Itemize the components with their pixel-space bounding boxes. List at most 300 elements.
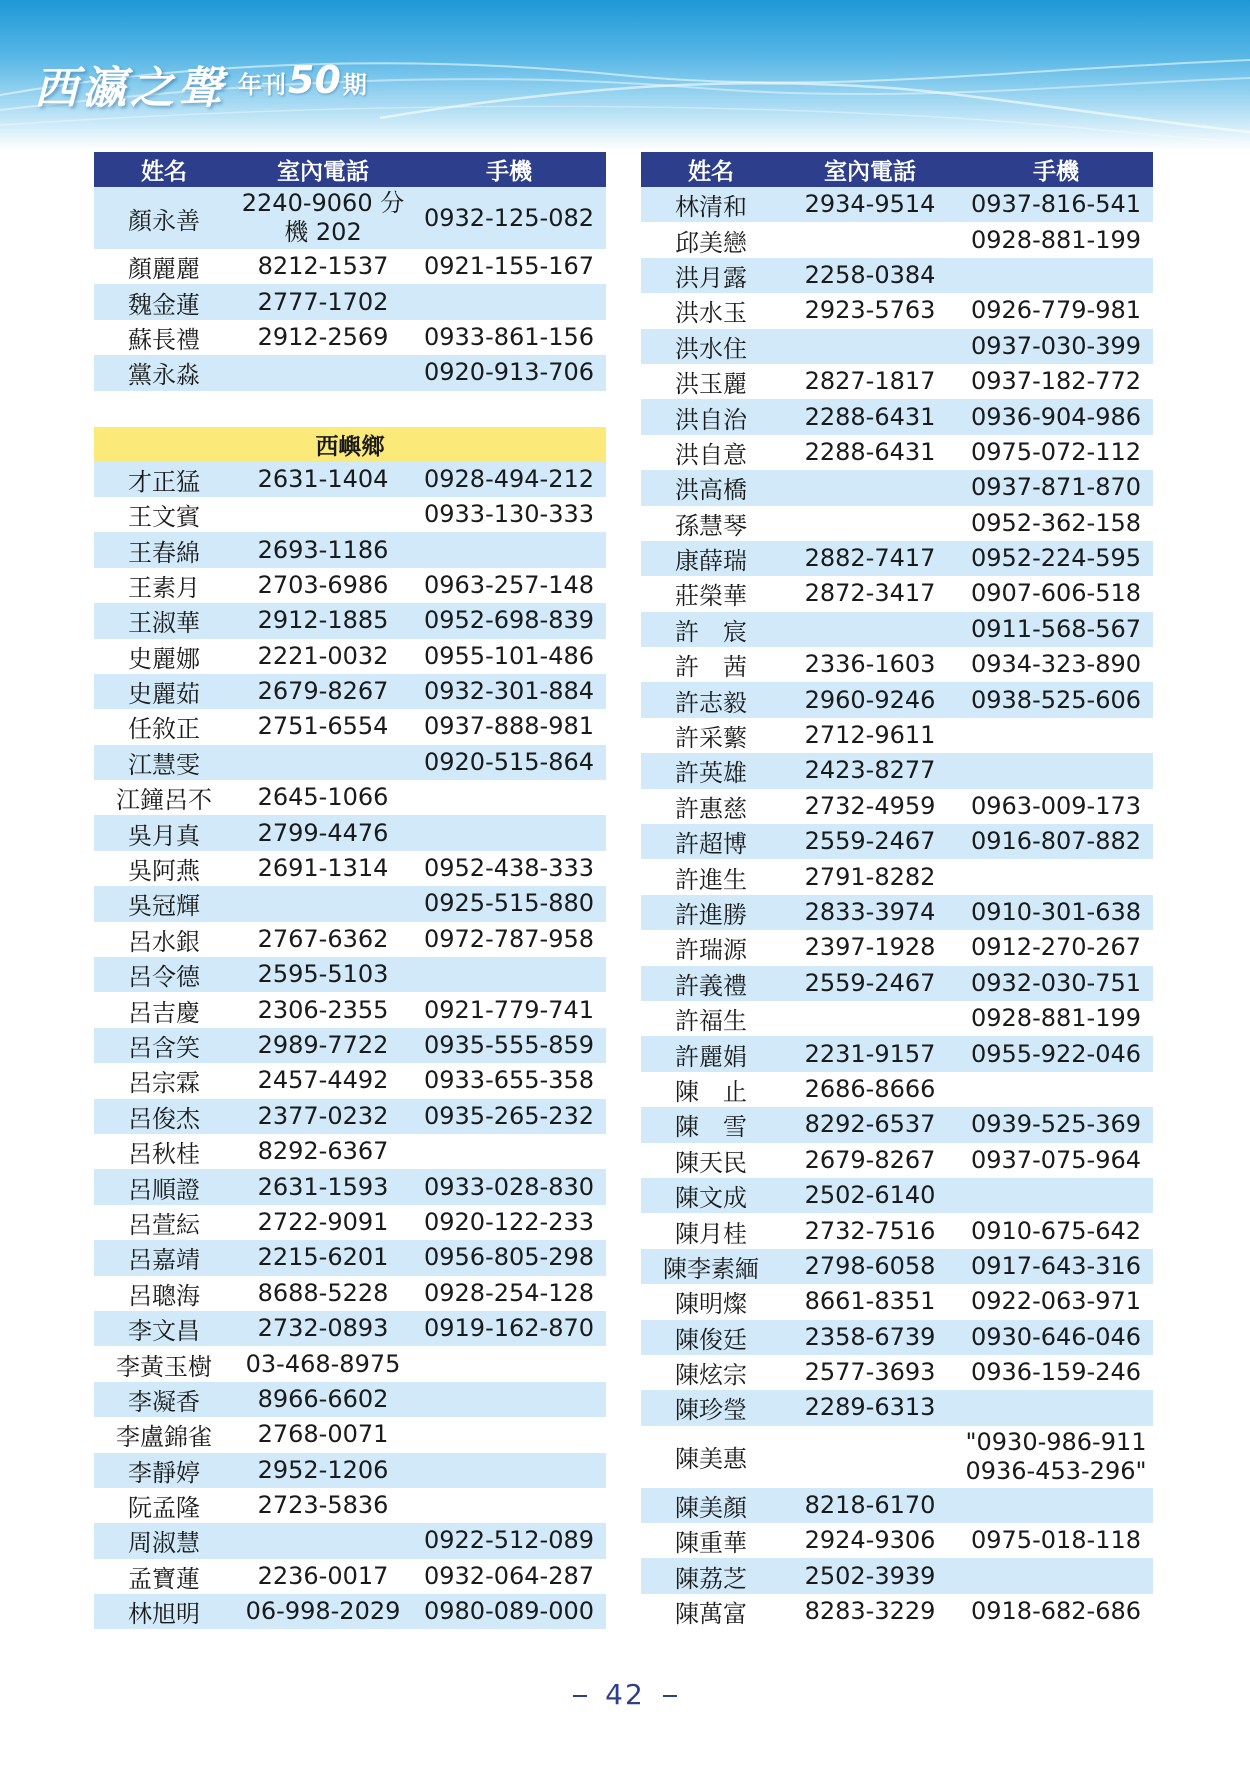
mobile-cell: 0922-512-089 <box>423 1526 594 1555</box>
mobile-cell: 0938-525-606 <box>970 685 1141 714</box>
table-row <box>94 1488 606 1523</box>
mobile-cell: 0920-515-864 <box>423 747 594 776</box>
table-row <box>94 922 606 957</box>
home-phone-cell: 2798-6058 <box>804 1251 936 1280</box>
table-row <box>641 506 1153 541</box>
table-row <box>94 1417 606 1452</box>
name-cell: 陳明燦 <box>675 1290 747 1319</box>
home-phone-cell: 2833-3974 <box>804 898 936 926</box>
home-phone-cell: 2502-6140 <box>804 1181 936 1210</box>
table-row <box>641 1320 1153 1355</box>
mobile-cell: 0955-101-486 <box>423 641 594 670</box>
home-phone-cell: 2377-0232 <box>257 1101 389 1130</box>
mobile-cell: 0928-881-199 <box>970 1004 1141 1033</box>
name-cell: 許義禮 <box>675 971 747 1000</box>
mobile-cell: 0963-257-148 <box>423 570 594 599</box>
mobile-cell: 0920-122-233 <box>423 1207 594 1236</box>
table-row <box>641 1072 1153 1107</box>
name-cell: 阮孟隆 <box>128 1494 200 1523</box>
name-cell: 顏麗麗 <box>128 255 200 284</box>
table-row <box>641 1213 1153 1248</box>
mobile-cell: 0937-816-541 <box>970 190 1141 219</box>
home-phone-cell: 2952-1206 <box>257 1455 389 1484</box>
home-phone-cell: 2827-1817 <box>804 367 936 396</box>
table-row <box>641 930 1153 965</box>
home-phone-cell: 2791-8282 <box>804 862 936 891</box>
table-row <box>641 576 1153 611</box>
mobile-cell: 0952-438-333 <box>423 854 594 883</box>
table-row <box>94 1346 606 1381</box>
mobile-cell: 0907-606-518 <box>970 579 1141 608</box>
home-phone-cell: 2221-0032 <box>257 641 389 670</box>
header-mobile: 手機 <box>1033 159 1079 185</box>
mobile-cell: 0910-301-638 <box>970 898 1141 926</box>
home-phone-cell: 2732-4959 <box>804 791 936 820</box>
header-mobile: 手機 <box>486 159 532 185</box>
mobile-cell: 0972-787-958 <box>423 924 594 953</box>
mobile-cell: 0928-494-212 <box>423 464 594 493</box>
name-cell: 洪水玉 <box>675 299 747 328</box>
home-phone-cell: 2288-6431 <box>804 437 936 466</box>
mobile-cell: 0921-779-741 <box>423 995 594 1024</box>
mobile-cell: 0937-871-870 <box>970 473 1141 502</box>
name-cell: 許進勝 <box>675 901 747 929</box>
mobile-cell: 0933-130-333 <box>423 500 594 529</box>
name-cell: 莊榮華 <box>675 582 747 611</box>
home-phone-cell: 2240-9060 分 機 202 <box>241 189 405 246</box>
home-phone-cell: 2258-0384 <box>804 260 936 289</box>
table-row <box>94 639 606 674</box>
home-phone-cell: 2923-5763 <box>804 296 936 325</box>
home-phone-cell: 8212-1537 <box>257 252 389 281</box>
mobile-cell: 0918-682-686 <box>970 1597 1141 1626</box>
table-row <box>641 1390 1153 1425</box>
name-cell: 洪水住 <box>675 334 747 363</box>
name-cell: 吳冠輝 <box>128 892 200 921</box>
mobile-cell: 0930-646-046 <box>970 1322 1141 1351</box>
name-cell: 李盧錦雀 <box>116 1423 212 1452</box>
home-phone-cell: 2882-7417 <box>804 544 936 573</box>
name-cell: 洪自治 <box>675 405 747 434</box>
table-row <box>641 293 1153 328</box>
home-phone-cell: 8688-5228 <box>257 1278 389 1307</box>
name-cell: 許瑞源 <box>675 936 747 965</box>
name-cell: 李靜婷 <box>128 1458 200 1487</box>
name-cell: 許福生 <box>675 1007 747 1036</box>
table-row <box>641 1178 1153 1213</box>
home-phone-cell: 2679-8267 <box>804 1145 936 1174</box>
home-phone-cell: 2289-6313 <box>804 1393 936 1422</box>
name-cell: 魏金蓮 <box>128 290 200 319</box>
table-row <box>94 1169 606 1204</box>
home-phone-cell: 2236-0017 <box>257 1561 389 1590</box>
name-cell: 洪月露 <box>675 263 747 292</box>
name-cell: 陳李素緬 <box>663 1254 759 1283</box>
name-cell: 王文賓 <box>128 503 200 532</box>
table-row <box>94 1523 606 1558</box>
mobile-cell: 0956-805-298 <box>423 1243 594 1272</box>
home-phone-cell: 8218-6170 <box>804 1490 936 1519</box>
home-phone-cell: 2777-1702 <box>257 287 389 316</box>
home-phone-cell: 2358-6739 <box>804 1322 936 1351</box>
home-phone-cell: 2768-0071 <box>257 1420 389 1449</box>
name-cell: 史麗茹 <box>128 680 200 709</box>
left-section-rows <box>94 462 606 1630</box>
home-phone-cell: 2336-1603 <box>804 650 936 679</box>
name-cell: 吳月真 <box>128 821 200 850</box>
table-row <box>641 859 1153 894</box>
name-cell: 康薛瑞 <box>675 547 747 576</box>
mobile-cell: 0975-072-112 <box>970 437 1141 466</box>
table-row <box>641 541 1153 576</box>
table-row <box>641 1594 1153 1629</box>
home-phone-cell: 2645-1066 <box>257 783 389 812</box>
home-phone-cell: 2423-8277 <box>804 756 936 785</box>
mobile-cell: 0937-182-772 <box>970 367 1141 396</box>
name-cell: 陳美顏 <box>675 1493 747 1522</box>
name-cell: 李文昌 <box>128 1317 200 1346</box>
mobile-cell: 0937-030-399 <box>970 331 1141 360</box>
name-cell: 孫慧琴 <box>675 511 747 540</box>
mobile-cell: 0921-155-167 <box>423 252 594 281</box>
home-phone-cell: 2457-4492 <box>257 1066 389 1095</box>
table-header <box>94 152 606 187</box>
name-cell: 呂令德 <box>128 963 200 992</box>
name-cell: 呂萱紜 <box>128 1210 200 1239</box>
mobile-cell: 0933-655-358 <box>423 1066 594 1095</box>
home-phone-cell: 2960-9246 <box>804 685 936 714</box>
home-phone-cell: 2288-6431 <box>804 402 936 431</box>
name-cell: 呂水銀 <box>128 927 200 956</box>
mobile-cell: 0952-362-158 <box>970 508 1141 537</box>
header-home-phone: 室內電話 <box>277 159 369 185</box>
right-directory-table <box>641 152 1153 1629</box>
dash-left <box>573 1695 587 1697</box>
home-phone-cell: 2732-0893 <box>257 1314 389 1343</box>
name-cell: 呂聰海 <box>128 1281 200 1310</box>
mobile-cell: 0980-089-000 <box>423 1597 594 1626</box>
left-top-rows <box>94 187 606 391</box>
home-phone-cell: 2559-2467 <box>804 827 936 856</box>
mobile-cell: 0919-162-870 <box>423 1314 594 1343</box>
name-cell: 呂順證 <box>128 1175 200 1204</box>
mobile-cell: 0928-881-199 <box>970 225 1141 254</box>
table-row <box>641 470 1153 505</box>
table-row <box>641 1558 1153 1593</box>
name-cell: 江鐘呂不 <box>116 786 212 815</box>
mobile-cell: 0935-265-232 <box>423 1101 594 1130</box>
issue-number: 50 <box>288 58 341 102</box>
name-cell: 許 宸 <box>675 617 747 646</box>
name-cell: 孟寶蓮 <box>128 1564 200 1593</box>
name-cell: 呂含笑 <box>128 1034 200 1062</box>
table-row <box>641 329 1153 364</box>
name-cell: 陳炫宗 <box>675 1361 747 1390</box>
home-phone-cell: 2502-3939 <box>804 1561 936 1590</box>
table-row <box>94 603 606 638</box>
home-phone-cell: 2751-6554 <box>257 712 389 741</box>
home-phone-cell: 2686-8666 <box>804 1074 936 1103</box>
right-rows <box>641 187 1153 1629</box>
table-row <box>641 682 1153 717</box>
home-phone-cell: 2872-3417 <box>804 579 936 608</box>
table-row <box>641 1001 1153 1036</box>
name-cell: 才正猛 <box>128 467 200 496</box>
table-row <box>641 718 1153 753</box>
table-row <box>641 612 1153 647</box>
table-row <box>641 258 1153 293</box>
home-phone-cell: 2215-6201 <box>257 1243 389 1272</box>
table-row <box>94 249 606 284</box>
name-cell: 江慧雯 <box>128 750 200 779</box>
mobile-cell: 0935-555-859 <box>423 1031 594 1059</box>
table-row <box>641 824 1153 859</box>
name-cell: 陳珍瑩 <box>675 1396 747 1425</box>
home-phone-cell: 2924-9306 <box>804 1526 936 1555</box>
name-cell: 洪高橋 <box>675 476 747 505</box>
name-cell: 呂宗霖 <box>128 1069 200 1098</box>
table-row <box>94 674 606 709</box>
mobile-cell: 0963-009-173 <box>970 791 1141 820</box>
table-row <box>94 780 606 815</box>
table-row <box>94 320 606 355</box>
home-phone-cell: 06-998-2029 <box>245 1597 401 1626</box>
name-cell: 洪玉麗 <box>675 370 747 399</box>
mobile-cell: 0912-270-267 <box>970 933 1141 962</box>
name-cell: 陳萬富 <box>675 1600 747 1629</box>
table-row <box>94 1382 606 1417</box>
name-cell: 呂嘉靖 <box>128 1246 200 1275</box>
name-cell: 吳阿燕 <box>128 857 200 886</box>
mobile-cell: 0932-064-287 <box>423 1561 594 1590</box>
mobile-cell: 0934-323-890 <box>970 650 1141 679</box>
home-phone-cell: 2693-1186 <box>257 535 389 564</box>
name-cell: 蘇長禮 <box>128 325 200 354</box>
table-row <box>94 532 606 567</box>
home-phone-cell: 2912-1885 <box>257 606 389 635</box>
name-cell: 周淑慧 <box>128 1529 200 1558</box>
page-number <box>0 1678 1250 1711</box>
mobile-cell: 0926-779-981 <box>970 296 1141 325</box>
table-row <box>94 957 606 992</box>
home-phone-cell: 8292-6537 <box>804 1110 936 1139</box>
table-row <box>641 1488 1153 1523</box>
section-title: 西嶼鄉 <box>94 427 606 462</box>
table-row <box>94 1099 606 1134</box>
mobile-cell: 0952-698-839 <box>423 606 594 635</box>
name-cell: 陳月桂 <box>675 1219 747 1248</box>
name-cell: 林旭明 <box>128 1600 200 1629</box>
home-phone-cell: 2631-1593 <box>257 1172 389 1201</box>
table-row <box>94 1028 606 1063</box>
name-cell: 呂吉慶 <box>128 998 200 1027</box>
magazine-title: 西瀛之聲 <box>34 63 226 114</box>
mobile-cell: 0928-254-128 <box>423 1278 594 1307</box>
home-phone-cell: 2722-9091 <box>257 1207 389 1236</box>
header-home-phone: 室內電話 <box>824 159 916 185</box>
home-phone-cell: 2577-3693 <box>804 1358 936 1387</box>
mobile-cell: 0936-904-986 <box>970 402 1141 431</box>
table-row <box>641 1107 1153 1142</box>
name-cell: 陳美惠 <box>675 1445 747 1474</box>
table-row <box>641 966 1153 1001</box>
mobile-cell: 0933-861-156 <box>423 322 594 351</box>
home-phone-cell: 2767-6362 <box>257 924 389 953</box>
name-cell: 許英雄 <box>675 759 747 788</box>
home-phone-cell: 2732-7516 <box>804 1216 936 1245</box>
mobile-cell: 0932-125-082 <box>423 203 594 232</box>
header-banner <box>0 0 1250 150</box>
home-phone-cell: 2397-1928 <box>804 933 936 962</box>
home-phone-cell: 2679-8267 <box>257 677 389 706</box>
name-cell: 林清和 <box>675 193 747 222</box>
table-row <box>641 789 1153 824</box>
mobile-cell: 0932-301-884 <box>423 677 594 706</box>
name-cell: 陳文成 <box>675 1184 747 1213</box>
table-row <box>641 1036 1153 1071</box>
table-row <box>94 1559 606 1594</box>
name-cell: 陳荔芝 <box>675 1564 747 1593</box>
header-name: 姓名 <box>141 159 187 185</box>
home-phone-cell: 8661-8351 <box>804 1287 936 1316</box>
mobile-cell: "0930-986-911 0936-453-296" <box>965 1427 1147 1485</box>
name-cell: 陳 止 <box>675 1077 747 1106</box>
left-directory-table <box>94 152 606 1629</box>
table-row <box>641 1284 1153 1319</box>
mobile-cell: 0922-063-971 <box>970 1287 1141 1316</box>
table-row <box>641 895 1153 930</box>
table-row <box>94 1063 606 1098</box>
home-phone-cell: 2306-2355 <box>257 995 389 1024</box>
issue-suffix: 期 <box>342 71 367 99</box>
home-phone-cell: 2691-1314 <box>257 854 389 883</box>
table-row <box>94 1205 606 1240</box>
name-cell: 許志毅 <box>675 688 747 717</box>
table-row <box>94 568 606 603</box>
mobile-cell: 0917-643-316 <box>970 1251 1141 1280</box>
mobile-cell: 0911-568-567 <box>970 614 1141 643</box>
name-cell: 任敘正 <box>128 715 200 744</box>
home-phone-cell: 2912-2569 <box>257 322 389 351</box>
table-row <box>94 284 606 319</box>
mobile-cell: 0952-224-595 <box>970 544 1141 573</box>
mobile-cell: 0910-675-642 <box>970 1216 1141 1245</box>
table-row <box>94 1594 606 1629</box>
name-cell: 洪自意 <box>675 440 747 469</box>
name-cell: 邱美戀 <box>675 228 747 257</box>
name-cell: 陳重華 <box>675 1529 747 1558</box>
table-row <box>94 815 606 850</box>
table-row <box>641 1143 1153 1178</box>
mobile-cell: 0916-807-882 <box>970 827 1141 856</box>
name-cell: 呂俊杰 <box>128 1104 200 1133</box>
dash-right <box>663 1695 677 1697</box>
mobile-cell: 0937-075-964 <box>970 1145 1141 1174</box>
table-row <box>94 497 606 532</box>
home-phone-cell: 2559-2467 <box>804 968 936 997</box>
table-row <box>641 1249 1153 1284</box>
table-row <box>641 399 1153 434</box>
home-phone-cell: 03-468-8975 <box>245 1349 401 1378</box>
table-row <box>94 1276 606 1311</box>
table-row <box>94 1453 606 1488</box>
mobile-cell: 0932-030-751 <box>970 968 1141 997</box>
home-phone-cell: 8283-3229 <box>804 1597 936 1626</box>
header-name: 姓名 <box>688 159 734 185</box>
name-cell: 許 茜 <box>675 653 747 682</box>
name-cell: 陳 雪 <box>675 1113 747 1142</box>
name-cell: 許麗娟 <box>675 1042 747 1071</box>
table-row <box>94 709 606 744</box>
name-cell: 許超博 <box>675 830 747 859</box>
name-cell: 顏永善 <box>128 206 200 235</box>
home-phone-cell: 2703-6986 <box>257 570 389 599</box>
home-phone-cell: 2799-4476 <box>257 818 389 847</box>
table-row <box>641 647 1153 682</box>
issue-prefix: 年刊 <box>238 71 286 99</box>
name-cell: 許惠慈 <box>675 794 747 823</box>
mobile-cell: 0975-018-118 <box>970 1526 1141 1555</box>
page-number-text: 42 <box>605 1678 645 1711</box>
issue-label <box>238 58 367 102</box>
name-cell: 王素月 <box>128 573 200 602</box>
home-phone-cell: 2723-5836 <box>257 1491 389 1520</box>
table-row <box>94 1311 606 1346</box>
table-row <box>94 886 606 921</box>
home-phone-cell: 2231-9157 <box>804 1039 936 1068</box>
name-cell: 李黃玉樹 <box>116 1352 212 1381</box>
home-phone-cell: 2989-7722 <box>257 1031 389 1059</box>
table-row <box>94 1134 606 1169</box>
table-row <box>641 222 1153 257</box>
home-phone-cell: 2934-9514 <box>804 190 936 219</box>
home-phone-cell: 2595-5103 <box>257 960 389 989</box>
mobile-cell: 0955-922-046 <box>970 1039 1141 1068</box>
home-phone-cell: 2631-1404 <box>257 464 389 493</box>
mobile-cell: 0937-888-981 <box>423 712 594 741</box>
table-row <box>641 753 1153 788</box>
home-phone-cell: 8292-6367 <box>257 1137 389 1166</box>
name-cell: 史麗娜 <box>128 644 200 673</box>
table-row <box>94 462 606 497</box>
mobile-cell: 0925-515-880 <box>423 889 594 918</box>
home-phone-cell: 2712-9611 <box>804 721 936 750</box>
table-row <box>641 1355 1153 1390</box>
mobile-cell: 0936-159-246 <box>970 1358 1141 1387</box>
table-row <box>641 1426 1153 1488</box>
table-row <box>94 187 606 249</box>
name-cell: 陳俊廷 <box>675 1325 747 1354</box>
mobile-cell: 0933-028-830 <box>423 1172 594 1201</box>
name-cell: 李凝香 <box>128 1387 200 1416</box>
table-row <box>94 992 606 1027</box>
table-row <box>641 187 1153 222</box>
table-row <box>641 1523 1153 1558</box>
home-phone-cell: 8966-6602 <box>257 1384 389 1413</box>
name-cell: 呂秋桂 <box>128 1140 200 1169</box>
name-cell: 陳天民 <box>675 1148 747 1177</box>
mobile-cell: 0939-525-369 <box>970 1110 1141 1139</box>
name-cell: 許進生 <box>675 865 747 894</box>
mobile-cell: 0920-913-706 <box>423 358 594 387</box>
table-row <box>94 1240 606 1275</box>
table-row <box>94 745 606 780</box>
table-row <box>94 851 606 886</box>
table-row <box>641 435 1153 470</box>
name-cell: 黨永淼 <box>128 361 200 390</box>
table-row <box>94 355 606 390</box>
name-cell: 王春綿 <box>128 538 200 567</box>
